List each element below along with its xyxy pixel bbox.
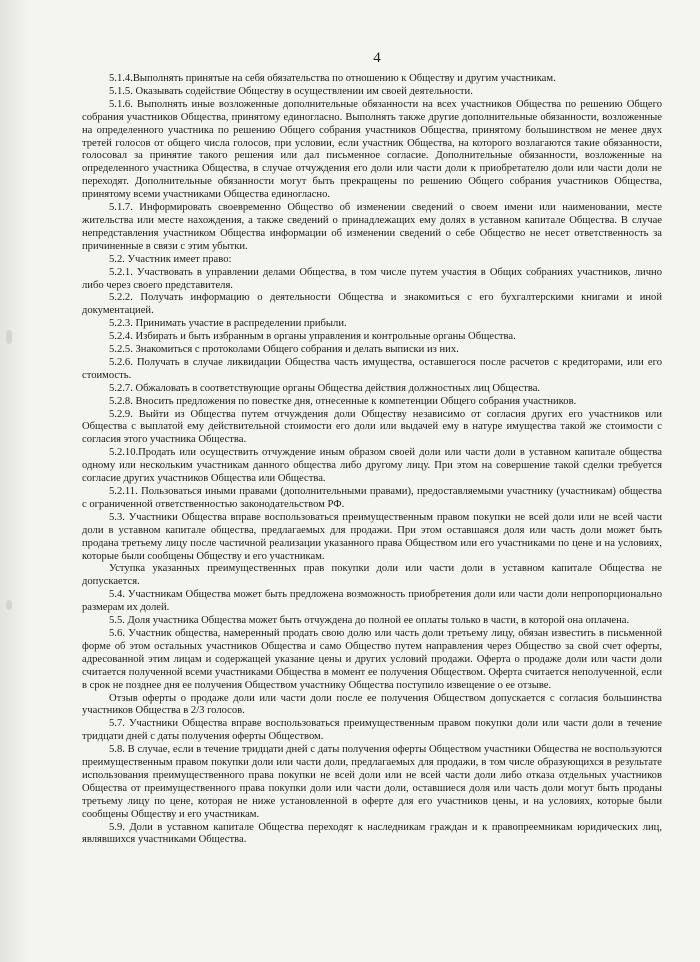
paragraph: 5.5. Доля участника Общества может быть отчуждена до полной ее оплаты только в части, в которой она оплачена.: [109, 615, 630, 627]
document-body: [82, 73, 662, 847]
paragraph: 5.2.7. Обжаловать в соответствующие органы Общества действия должностных лиц Общества.: [109, 382, 541, 394]
paragraph: 5.2.3. Принимать участие в распределении прибыли.: [109, 318, 347, 330]
page-number: 4: [373, 50, 381, 66]
paragraph: 5.2.2. Получать информацию о деятельности Общества и знакомиться с его бухгалтерскими книгами и иной документацией.: [82, 292, 662, 317]
paragraph: 5.2. Участник имеет право:: [109, 253, 232, 265]
paragraph: 5.3. Участники Общества вправе воспользоваться преимущественным правом покупки не всей доли или не всей части доли в уставном капитале общества, предлагаемых для продажи. При этом оставшаяся доля или часть доли может быть продана третьему лицу после частичной реализации указанного права Обществом или его участниками по цене и на условиях, которые были сообщены Обществу и его участникам.: [82, 511, 662, 562]
paragraph: 5.7. Участники Общества вправе воспользоваться преимущественным правом покупки доли или части доли в течение тридцати дней с даты получения оферты Обществом.: [82, 718, 662, 743]
paragraph: 5.2.9. Выйти из Общества путем отчуждения доли Обществу независимо от согласия других его участников или Общества с выплатой ему действительной стоимости его доли или выдачей ему в натуре имущества такой же стоимости с согласия этого участника Общества.: [82, 408, 662, 446]
paragraph: 5.1.6. Выполнять иные возложенные дополнительные обязанности на всех участников Общества по решению Общего собрания участников Общества, принятому единогласно. Выполнять также другие дополнительные обязанности, возложенные на определенного участника по решению Общего собрания участников Общества, принятому большинством не менее двух третей голосов от общего числа голосов, при условии, если участник Общества, на которого возлагаются такие обязанности, голосовал за принятие такого решения или дал письменное согласие. Дополнительные обязанности, возложенные на определенного участника Общества, в случае отчуждения его доли или части доли к приобретателю доли или части доли не переходят. Дополнительные обязанности могут быть прекращены по решению Общего собрания участников Общества, принятому всеми участниками Общества единогласно.: [82, 98, 662, 201]
paragraph: 5.2.10.Продать или осуществить отчуждение иным образом своей доли или части доли в уставном капитале общества одному или нескольким участникам данного общества либо другому лицу. При этом на совершение такой сделки требуется согласие других участников Общества или Общества.: [82, 447, 662, 485]
margin-speck: [6, 600, 12, 610]
margin-speck: [6, 330, 12, 344]
paragraph: 5.1.5. Оказывать содействие Обществу в осуществлении им своей деятельности.: [109, 85, 473, 97]
paragraph: 5.2.6. Получать в случае ликвидации Общества часть имущества, оставшегося после расчетов с кредиторами, или его стоимость.: [82, 356, 662, 381]
page-left-shadow: [0, 0, 30, 962]
paragraph: 5.2.8. Вносить предложения по повестке дня, отнесенные к компетенции Общего собрания участников.: [109, 395, 577, 407]
paragraph: 5.2.1. Участвовать в управлении делами Общества, в том числе путем участия в Общих собраниях участников, лично либо через своего представителя.: [82, 266, 662, 291]
paragraph: Уступка указанных преимущественных прав покупки доли или части доли в уставном капитале Общества не допускается.: [82, 563, 662, 588]
paragraph: 5.2.5. Знакомиться с протоколами Общего собрания и делать выписки из них.: [109, 344, 459, 356]
paragraph: 5.8. В случае, если в течение тридцати дней с даты получения оферты Обществом участники Общества не воспользуются преимущественным правом покупки доли или части доли, предлагаемых для продажи, в том числе образующихся в результате использования преимущественного права покупки не всей доли или не всей части доли либо отказа отдельных участников Общества от преимущественного права покупки доли или части доли, оставшиеся доля или часть доли могут быть проданы третьему лицу по цене, которая не ниже установленной в оферте для его участников цены, и на условиях, которые были сообщены Обществу и его участникам.: [82, 744, 662, 820]
paragraph: 5.4. Участникам Общества может быть предложена возможность приобретения доли или части доли непропорционально размерам их долей.: [82, 589, 662, 614]
paragraph: 5.1.4.Выполнять принятые на себя обязательства по отношению к Обществу и другим участникам.: [109, 73, 556, 84]
paragraph: Отзыв оферты о продаже доли или части доли после ее получения Обществом допускается с согласия большинства участников Общества в 2/3 голосов.: [82, 692, 662, 717]
paragraph: 5.2.4. Избирать и быть избранным в органы управления и контрольные органы Общества.: [109, 331, 516, 343]
paragraph: 5.6. Участник общества, намеренный продать свою долю или часть доли третьему лицу, обязан известить в письменной форме об этом остальных участников Общества и само Общество путем направления через Общество за свой счет оферты, адресованной этим лицам и содержащей указание цены и других условий продажи. Оферта о продаже доли или части доли считается полученной всеми участниками Общества в момент ее получения Обществом. Оферта считается неполученной, если в срок не позднее дня ее получения Обществом участнику Общества поступило извещение о ее отзыве.: [82, 627, 662, 691]
paragraph: 5.1.7. Информировать своевременно Общество об изменении сведений о своем имени или наименовании, месте жительства или месте нахождения, а также сведений о принадлежащих ему долях в уставном капитале Общества. В случае непредставления участником Общества информации об изменении сведений о себе Общество не несет ответственность за причиненные в связи с этим убытки.: [82, 202, 662, 252]
paragraph: 5.9. Доли в уставном капитале Общества переходят к наследникам граждан и к правопреемникам юридических лиц, являвшихся участниками Общества.: [82, 821, 662, 846]
paragraph: 5.2.11. Пользоваться иными правами (дополнительными правами), предоставляемыми участнику (участникам) общества с ограниченной ответственностью законодательством РФ.: [82, 486, 662, 510]
